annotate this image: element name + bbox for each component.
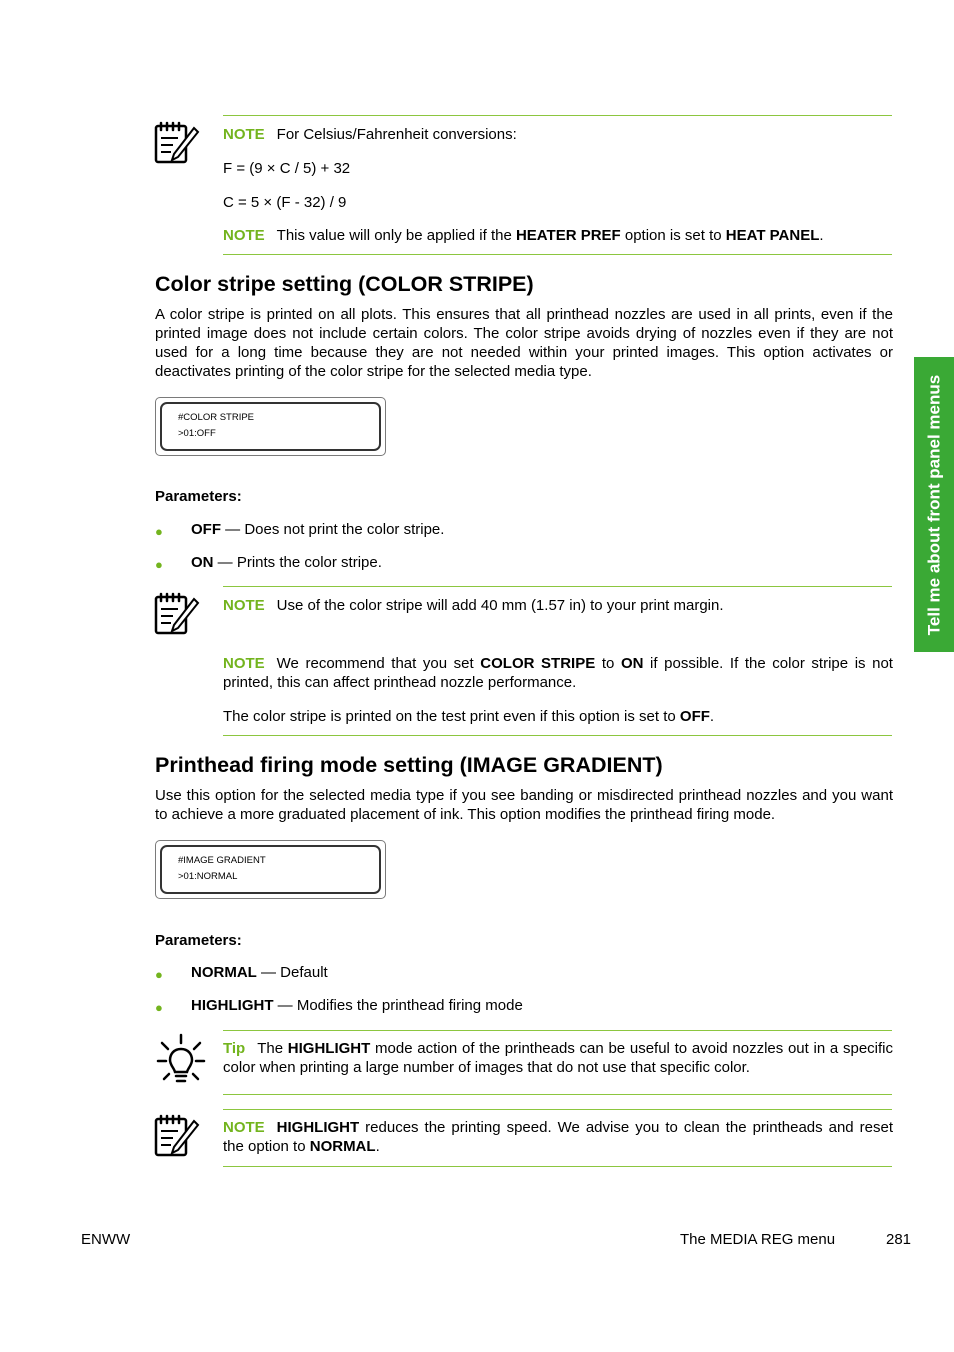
bullet-icon: ● (155, 524, 163, 539)
rule-top-1 (223, 115, 892, 116)
formula-fahrenheit: F = (9 × C / 5) + 32 (223, 160, 351, 177)
tip-icon (156, 1033, 206, 1087)
note-print-margin: NOTE Use of the color stripe will add 40 mm (1.57 in) to your print margin. (223, 597, 724, 614)
formula-celsius: C = 5 × (F - 32) / 9 (223, 194, 347, 211)
note-celsius: NOTE For Celsius/Fahrenheit conversions: (223, 126, 517, 143)
lcd-line-2: >01:NORMAL (178, 871, 238, 882)
note-icon (154, 1113, 202, 1159)
color-stripe-description: A color stripe is printed on all plots. This ensures that all printhead nozzles are used in all prints, even if the printed image does not include certain colors. The color stripe avoids drying of nozzles even if they are not used for a long time because they are not needed within your printed images. This option activates or deactivates printing of the color stripe for the selected media type. (155, 306, 893, 380)
note-icon (154, 591, 202, 637)
lcd-line-2: >01:OFF (178, 428, 216, 439)
param-off: OFF — Does not print the color stripe. (191, 521, 445, 538)
note-label: NOTE (223, 1119, 265, 1136)
rule-note-1 (223, 1109, 892, 1110)
param-highlight: HIGHLIGHT — Modifies the printhead firing mode (191, 997, 523, 1014)
side-tab-label: Tell me about front panel menus (924, 374, 944, 635)
param-normal: NORMAL — Default (191, 964, 328, 981)
note-label: NOTE (223, 655, 265, 672)
bullet-icon: ● (155, 967, 163, 982)
bullet-icon: ● (155, 557, 163, 572)
lcd-line-1: #IMAGE GRADIENT (178, 855, 266, 866)
footer-page-number: 281 (886, 1231, 912, 1248)
tip-highlight: Tip The HIGHLIGHT mode action of the printheads can be useful to avoid nozzles out in a specific color when printing a large number of images that do not use that specific color. (223, 1040, 893, 1076)
lcd-image-gradient (155, 840, 386, 899)
rule-tip-1 (223, 1030, 892, 1031)
rule-tip-2 (223, 1094, 892, 1095)
note-test-print: The color stripe is printed on the test print even if this option is set to OFF. (223, 708, 715, 725)
image-gradient-description: Use this option for the selected media type if you see banding or misdirected printhead nozzles and you want to achieve a more graduated placement of ink. This option modifies the printhead firing mode. (155, 787, 893, 823)
note-icon (154, 120, 202, 166)
rule-cs-1 (223, 586, 892, 587)
param-on: ON — Prints the color stripe. (191, 554, 382, 571)
rule-cs-2 (223, 735, 892, 736)
note-recommend: NOTE We recommend that you set COLOR STRIPE to ON if possible. If the color stripe is not printed, this can affect printhead nozzle performance. (223, 655, 893, 691)
note-label: NOTE (223, 126, 265, 143)
note-label: NOTE (223, 227, 265, 244)
rule-top-2 (223, 254, 892, 255)
lcd-color-stripe (155, 397, 386, 456)
heading-color-stripe: Color stripe setting (COLOR STRIPE) (155, 272, 534, 296)
heading-image-gradient: Printhead firing mode setting (IMAGE GRADIENT) (155, 753, 663, 777)
footer-section: The MEDIA REG menu (680, 1231, 836, 1248)
params-label: Parameters: (155, 488, 242, 505)
footer-left: ENWW (81, 1231, 131, 1248)
params-label: Parameters: (155, 932, 242, 949)
lcd-line-1: #COLOR STRIPE (178, 412, 255, 423)
note-highlight-speed: NOTE HIGHLIGHT reduces the printing speed. We advise you to clean the printheads and reset the option to NORMAL. (223, 1119, 893, 1155)
bullet-icon: ● (155, 1000, 163, 1015)
note-heater-pref: NOTE This value will only be applied if the HEATER PREF option is set to HEAT PANEL. (223, 227, 824, 244)
side-tab (914, 357, 954, 652)
note-label: NOTE (223, 597, 265, 614)
rule-note-2 (223, 1166, 892, 1167)
tip-label: Tip (223, 1040, 246, 1057)
